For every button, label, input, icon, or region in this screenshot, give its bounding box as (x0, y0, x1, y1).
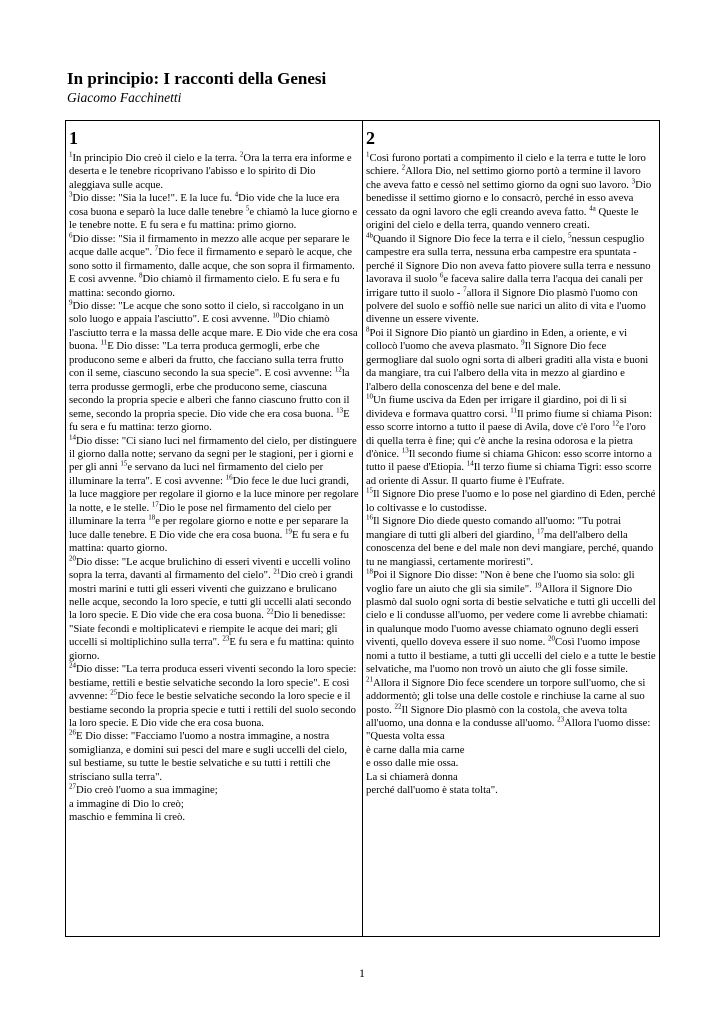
verse-number: 10 (272, 311, 280, 320)
verse-text: Dio disse: "Le acque brulichino di esseri viventi e uccelli volino sopra la terra, davanti al firmamento del cielo". (69, 555, 351, 582)
verse-text: è carne dalla mia carne (366, 743, 465, 756)
verse-number: 23 (222, 634, 230, 643)
verse-text: Dio creò i grandi mostri marini e tutti gli esseri viventi che guizzano e brulicano nelle acque, secondo la loro specie, e tutti gli uccelli alati secondo la loro specie. E Dio vide che era cosa buona. (69, 569, 354, 622)
verse-number: 17 (151, 500, 159, 509)
verse-text: Il primo fiume si chiama Pison: esso scorre intorno a tutto il paese di Avila, dove c'è l'oro (366, 407, 653, 434)
verse-number: 20 (547, 634, 555, 643)
verse-text: E Dio disse: "Facciamo l'uomo a nostra immagine, a nostra somiglianza, e domini sui pesci del mare e sugli uccelli del cielo, sul bestiame, su tutte le bestie selvatiche e su tutti i rettili che strisciano sulla terra". (69, 730, 348, 783)
verse-text: Dio fece le due luci grandi, la luce maggiore per regolare il giorno e la luce minore per regolare la notte, e le stelle. (69, 474, 359, 514)
verse-paragraph (366, 515, 656, 569)
chapter-column-1 (66, 121, 363, 936)
verse-number: 9 (521, 338, 525, 347)
verse-paragraph (69, 556, 359, 664)
verse-text: Dio disse: "Ci siano luci nel firmamento del cielo, per distinguere il giorno dalla notte; servano da segni per le stagioni, per i giorni e per gli anni (69, 434, 357, 474)
verse-number: 11 (100, 338, 108, 347)
verse-text: Un fiume usciva da Eden per irrigare il giardino, poi di lì si divideva e formava quattro corsi. (366, 394, 627, 420)
chapter-body (69, 152, 359, 825)
verse-number: 26 (69, 728, 76, 737)
two-column-table (65, 120, 660, 937)
verse-text: maschio e femmina li creò. (69, 811, 186, 824)
verse-text: Dio vide che la luce era cosa buona e separò la luce dalle tenebre (69, 192, 340, 218)
verse-number: 14 (69, 432, 76, 441)
verse-text: e per regolare giorno e notte e per separare la luce dalle tenebre. E Dio vide che era cosa buona. (69, 515, 349, 541)
verse-paragraph (69, 152, 359, 192)
verse-number: 27 (69, 782, 76, 791)
verse-number: 4 (234, 190, 239, 199)
verse-paragraph (69, 784, 359, 797)
chapter-body (366, 152, 656, 798)
verse-text: Dio le pose nel firmamento del cielo per illuminare la terra (69, 501, 332, 528)
verse-text: Così furono portati a compimento il cielo e la terra e tutte le loro schiere. (366, 152, 646, 178)
verse-paragraph (366, 744, 656, 757)
verse-text: Allora Dio, nel settimo giorno portò a termine il lavoro che aveva fatto e cessò nel settimo giorno da ogni suo lavoro. (366, 165, 641, 191)
verse-number: 2 (239, 150, 244, 159)
verse-text: Dio chiamò l'asciutto terra e la massa delle acque mare. E Dio vide che era cosa buona. (69, 313, 358, 353)
verse-text: Ora la terra era informe e deserta e le tenebre ricoprivano l'abisso e lo spirito di Dio aleggiava sulle acque. (69, 152, 352, 191)
verse-paragraph (69, 432, 359, 556)
verse-number: 25 (110, 688, 118, 697)
verse-text: "Questa volta essa (366, 730, 445, 743)
verse-text: Queste le origini del cielo e della terra, quando vennero creati. (366, 205, 639, 232)
chapter-heading: 2 (366, 128, 375, 148)
verse-text: Poi il Signore Dio piantò un giardino in Eden, a oriente, e vi collocò l'uomo che aveva plasmato. (366, 326, 628, 353)
verse-number: 15 (120, 459, 128, 468)
verse-number: 13 (401, 446, 409, 455)
verse-paragraph (366, 730, 656, 743)
chapter-column-2 (363, 121, 659, 936)
verse-text: perché dall'uomo è stata tolta". (366, 784, 498, 797)
verse-text: Dio li benedisse: "Siate fecondi e moltiplicatevi e riempite le acque dei mari; gli uccelli si moltiplichino sulla terra". (69, 609, 346, 649)
verse-text: E fu sera e fu mattina: terzo giorno. (69, 407, 350, 434)
verse-paragraph (366, 771, 656, 784)
verse-number: 19 (285, 527, 293, 536)
verse-paragraph (366, 569, 656, 730)
verse-number: 8 (139, 271, 143, 280)
verse-text: Il Signore Dio plasmò con la costola, che aveva tolta all'uomo, una donna e la condusse all'uomo. (366, 703, 628, 730)
verse-text: Dio disse: "Le acque che sono sotto il cielo, si raccolgano in un solo luogo e appaia l'asciutto". E così avvenne. (69, 299, 344, 326)
verse-number: 11 (510, 406, 517, 415)
verse-text: Il secondo fiume si chiama Ghicon: esso scorre intorno a tutto il paese d'Etiopia. (366, 447, 652, 474)
verse-text: e servano da luci nel firmamento del cielo per illuminare la terra". E così avvenne: (69, 461, 324, 487)
verse-text: Allora l'uomo disse: (564, 717, 651, 730)
verse-paragraph (366, 233, 656, 327)
verse-number: 7 (463, 284, 467, 293)
verse-paragraph (69, 798, 359, 811)
verse-text: nessun cespuglio campestre era sulla terra, nessuna erba campestre era spuntata - perché il Signore Dio non aveva fatto piovere sulla terra e nessuno lavorava il suolo (366, 232, 651, 286)
verse-paragraph (69, 233, 359, 300)
verse-text: E fu sera e fu mattina: quinto giorno. (69, 636, 355, 662)
verse-number: 12 (612, 419, 620, 428)
verse-number: 18 (366, 567, 373, 576)
verse-text: Il Signore Dio diede questo comando all'uomo: "Tu potrai mangiare di tutti gli alberi del giardino, (366, 515, 622, 541)
verse-number: 14 (466, 459, 474, 468)
verse-text: Dio disse: "Sia il firmamento in mezzo alle acque per separare le acque dalle acque". (69, 232, 350, 259)
verse-number: 8 (366, 325, 370, 334)
verse-number: 7 (154, 244, 159, 253)
verse-text: Dio benedisse il settimo giorno e lo consacrò, perché in esso aveva cessato da ogni lavoro che egli creando aveva fatto. (366, 178, 652, 218)
verse-number: 16 (225, 473, 233, 482)
verse-paragraph (69, 730, 359, 784)
verse-number: 4a (589, 204, 596, 213)
verse-paragraph (366, 784, 656, 797)
verse-number: 6 (439, 271, 444, 280)
verse-number: 20 (69, 554, 76, 563)
verse-text: e osso dalle mie ossa. (366, 757, 459, 770)
verse-text: Il Signore Dio fece germogliare dal suolo ogni sorta di alberi graditi alla vista e buoni da mangiare, tra cui l'albero della vita in mezzo al giardino e l'albero della conoscenza del bene e del male. (366, 340, 649, 393)
verse-text: Così l'uomo impose nomi a tutto il bestiame, a tutti gli uccelli del cielo e a tutte le bestie selvatiche, ma l'uomo non trovò un aiuto che gli fosse simile. (366, 636, 656, 676)
page-number: 1 (359, 966, 365, 980)
verse-paragraph (69, 300, 359, 435)
verse-number: 23 (557, 715, 565, 724)
verse-text: la terra produsse germogli, erbe che producono seme, ciascuna secondo la propria specie e alberi che fanno ciascuno frutto con il seme, secondo la propria specie. Dio vide che era cosa buona. (69, 367, 350, 420)
verse-number: 5 (245, 204, 250, 213)
verse-number: 2 (401, 163, 406, 172)
verse-text: E fu sera e fu mattina: quarto giorno. (69, 528, 350, 555)
verse-paragraph (69, 192, 359, 232)
verse-paragraph (366, 488, 656, 515)
verse-text: a immagine di Dio lo creò; (69, 797, 184, 810)
verse-number: 22 (266, 607, 274, 616)
verse-paragraph (69, 663, 359, 730)
verse-text: allora il Signore Dio plasmò l'uomo con polvere del suolo e soffiò nelle sue narici un alito di vita e l'uomo divenne un essere vivente. (366, 286, 646, 326)
verse-number: 22 (394, 702, 402, 711)
verse-text: Dio disse: "Sia la luce!". E la luce fu. (72, 192, 235, 205)
verse-text: In principio Dio creò il cielo e la terra. (72, 152, 240, 164)
verse-number: 15 (366, 486, 373, 495)
verse-number: 12 (334, 365, 342, 374)
verse-number: 6 (69, 231, 73, 240)
verse-paragraph (69, 811, 359, 824)
verse-text: Dio fece il firmamento e separò le acque, che sono sotto il firmamento, dalle acque, che son sopra il firmamento. E così avvenne. (69, 246, 355, 286)
verse-number: 21 (273, 567, 281, 576)
verse-number: 3 (631, 177, 636, 186)
verse-text: Allora il Signore Dio plasmò dal suolo ogni sorta di bestie selvatiche e tutti gli uccelli del cielo e li condusse all'uomo, per vedere come li avrebbe chiamati: in qualunque modo l'uomo avesse chiamato ognuno degli esseri viventi, quello doveva essere il suo nome. (366, 582, 656, 649)
verse-paragraph (366, 757, 656, 770)
verse-text: Poi il Signore Dio disse: "Non è bene che l'uomo sia solo: gli voglio fare un aiuto che gli sia simile". (366, 569, 635, 595)
verse-number: 18 (148, 513, 156, 522)
verse-text: e faceva salire dalla terra l'acqua dei canali per irrigare tutto il suolo - (366, 273, 643, 299)
verse-text: ma dell'albero della conoscenza del bene e del male non devi mangiare, perché, quando tu ne mangiassi, certamente moriresti". (366, 528, 654, 568)
verse-number: 5 (567, 231, 572, 240)
verse-number: 13 (336, 406, 344, 415)
verse-text: Il Signore Dio prese l'uomo e lo pose nel giardino di Eden, perché lo coltivasse e lo custodisse. (366, 488, 656, 514)
verse-text: Dio chiamò il firmamento cielo. E fu sera e fu mattina: secondo giorno. (69, 273, 340, 299)
verse-text: E Dio disse: "La terra produca germogli, erbe che producono seme e alberi da frutto, che facciano sulla terra frutto con il seme, ciascuno secondo la sua specie". E così avvenne: (69, 340, 344, 380)
verse-text: e chiamò la luce giorno e le tenebre notte. E fu sera e fu mattina: primo giorno. (69, 205, 358, 232)
verse-number: 21 (366, 675, 373, 684)
verse-text: Dio disse: "La terra produca esseri viventi secondo la loro specie: bestiame, rettili e bestie selvatiche secondo la loro specie". E così avvenne: (69, 663, 357, 703)
verse-number: 10 (366, 392, 373, 401)
verse-text: e l'oro di quella terra è fine; qui c'è anche la resina odorosa e la pietra d'ònice. (366, 421, 646, 460)
verse-number: 24 (69, 661, 76, 670)
verse-text: Quando il Signore Dio fece la terra e il cielo, (373, 232, 568, 245)
document-author: Giacomo Facchinetti (67, 90, 182, 105)
verse-text: Dio creò l'uomo a sua immagine; (76, 784, 218, 797)
verse-number: 1 (366, 150, 370, 159)
verse-number: 9 (69, 298, 73, 307)
verse-paragraph (366, 394, 656, 488)
verse-paragraph (366, 152, 656, 233)
chapter-heading: 1 (69, 128, 78, 148)
verse-number: 17 (536, 527, 544, 536)
verse-text: Il terzo fiume si chiama Tigri: esso scorre ad oriente di Assur. Il quarto fiume è l'Eufrate. (366, 461, 652, 487)
verse-number: 16 (366, 513, 373, 522)
verse-text: La si chiamerà donna (366, 770, 458, 783)
verse-number: 19 (534, 580, 542, 589)
verse-number: 1 (69, 150, 73, 159)
verse-number: 3 (69, 190, 73, 199)
verse-text: Dio fece le bestie selvatiche secondo la loro specie e il bestiame secondo la propria specie e tutti i rettili del suolo secondo la loro specie. E Dio vide che era cosa buona. (69, 690, 356, 730)
verse-text: Allora il Signore Dio fece scendere un torpore sull'uomo, che si addormentò; gli tolse una delle costole e rinchiuse la carne al suo posto. (366, 676, 646, 716)
verse-number: 4b (366, 231, 373, 240)
document-title: In principio: I racconti della Genesi (67, 69, 327, 88)
verse-paragraph (366, 327, 656, 394)
